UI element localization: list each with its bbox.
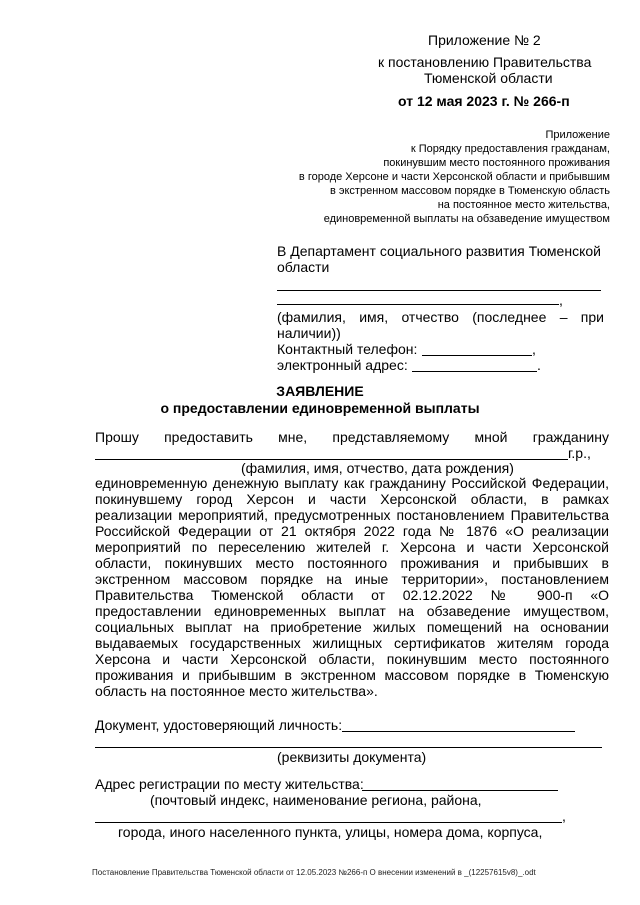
paragraph-line: единовременную денежную выплату как гражданину Российской Федерации,: [95, 475, 609, 491]
paragraph-line: область на постоянное место жительства».: [95, 683, 378, 699]
sub-appendix-line: в экстренном массовом порядке в Тюменскую область: [329, 185, 610, 197]
id-document-field[interactable]: [342, 731, 575, 732]
address-hint-1: (почтовый индекс, наименование региона, района,: [150, 792, 482, 808]
paragraph-line: области, покинувших место постоянного проживания и прибывших в: [95, 555, 609, 571]
applicant-name-blank-2[interactable]: [277, 304, 559, 305]
address-field-2[interactable]: [95, 822, 562, 823]
phone-comma: ,: [532, 341, 536, 357]
fio-hint-line-2: наличии)): [277, 325, 341, 341]
paragraph-line: реализации мероприятий, предусмотренных постановлением Правительства: [95, 507, 609, 523]
sub-appendix-line: покинувшим место постоянного проживания: [383, 157, 610, 169]
fio-hint-line-1: (фамилия, имя, отчество (последнее – при: [277, 309, 604, 325]
sub-appendix-block: [210, 128, 610, 226]
resolution-reference: к постановлению Правительства: [378, 54, 592, 70]
address-field[interactable]: [362, 790, 558, 791]
paragraph-line: Херсона и части Херсонской области, покинувшим место постоянного: [95, 651, 609, 667]
sub-appendix-line: к Порядку предоставления гражданам,: [410, 143, 610, 155]
document-footer: Постановление Правительства Тюменской области от 12.05.2023 №266-п О внесении изменений в _(12257615v8)_.odt: [92, 868, 536, 877]
address-label: Адрес регистрации по месту жительства:: [95, 776, 364, 792]
id-document-label: Документ, удостоверяющий личность:: [95, 717, 343, 733]
paragraph-line: мероприятий по переселению жителей г. Херсона и части Херсонской: [95, 539, 609, 555]
paragraph-line: предоставлении единовременных выплат на обзаведение имуществом,: [95, 603, 609, 619]
id-document-hint: (реквизиты документа): [277, 749, 427, 765]
paragraph-line: Правительства Тюменской области от 02.12.2022 № 900-п «О: [95, 587, 609, 603]
birth-year-suffix: г.р.,: [568, 445, 591, 461]
sub-appendix-line: в городе Херсоне и части Херсонской области и прибывшим: [298, 171, 610, 183]
address-comma: ,: [562, 808, 566, 824]
appendix-label: Приложение № 2: [428, 32, 541, 48]
resolution-date-number: от 12 мая 2023 г. № 266-п: [398, 93, 570, 109]
sub-appendix-line: единовременной выплаты на обзаведение имуществом: [323, 213, 610, 225]
region-name: Тюменской области: [424, 70, 553, 86]
address-hint-2: города, иного населенного пункта, улицы, номера дома, корпуса,: [118, 824, 543, 840]
request-line: Прошу предоставить мне, представляемому мной гражданину: [95, 429, 609, 445]
blank-comma: ,: [559, 292, 563, 308]
fio-birth-hint: (фамилия, имя, отчество, дата рождения): [241, 460, 514, 476]
statement-paragraph: [95, 475, 609, 699]
paragraph-line: экстренном массовом порядке на иные территории», постановлением: [95, 571, 609, 587]
paragraph-line: социальных выплат на приобретение жилых помещений на основании: [95, 619, 609, 635]
paragraph-line: Российской Федерации от 21 октября 2022 года № 1876 «О реализации: [95, 523, 609, 539]
email-label: электронный адрес:: [277, 357, 408, 373]
paragraph-line: выдаваемых государственных жилищных сертификатов жителям города: [95, 635, 609, 651]
phone-label: Контактный телефон:: [277, 341, 418, 357]
sub-appendix-line: Приложение: [545, 129, 610, 141]
paragraph-line: проживания и прибывшим в экстренном массовом порядке в Тюменскую: [95, 667, 609, 683]
statement-title: ЗАЯВЛЕНИЕ: [276, 383, 364, 399]
email-field[interactable]: [412, 371, 537, 372]
department-line-2: области: [277, 259, 330, 275]
department-line-1: В Департамент социального развития Тюменской: [277, 243, 601, 259]
id-document-field-2[interactable]: [95, 747, 602, 748]
applicant-name-blank-1[interactable]: [277, 290, 601, 291]
email-dot: .: [537, 357, 541, 373]
phone-field[interactable]: [422, 355, 532, 356]
paragraph-line: покинувшему город Херсон и части Херсонской области, в рамках: [95, 491, 609, 507]
sub-appendix-line: на постоянное место жительства,: [437, 199, 610, 211]
statement-subtitle: о предоставлении единовременной выплаты: [160, 400, 480, 416]
